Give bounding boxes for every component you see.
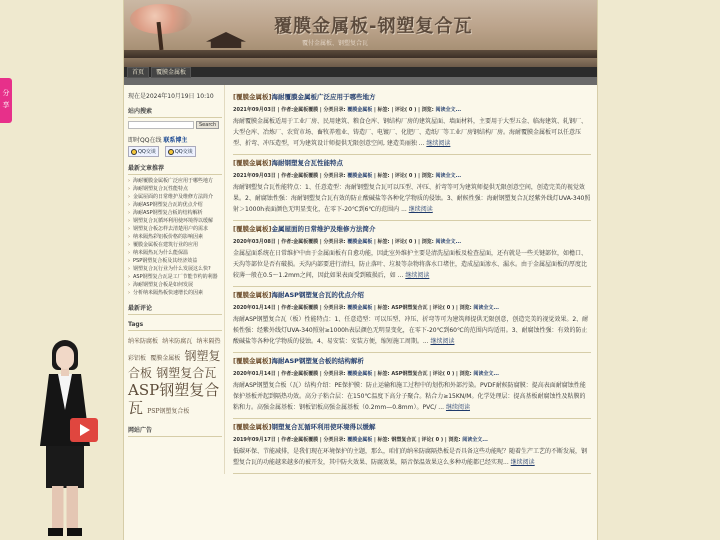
tag-link[interactable]: PSP钢塑复合板 [147,408,190,415]
recent-post-link[interactable]: › 海耐钢塑复合板是如何发展 [128,282,222,289]
post-title[interactable] [233,92,591,101]
post-author: 金属板覆膜 [293,437,319,443]
recent-posts-widget [128,163,222,297]
recent-post-link[interactable]: › 海耐覆膜金属板广泛应用于哪些地方 [128,178,222,185]
recent-posts-list [128,178,222,297]
recent-post-link[interactable]: › 海耐钢塑复合瓦性能特点 [128,186,222,193]
post-comments-count[interactable]: 0 [408,239,413,245]
post-author: 金属板覆膜 [293,305,319,311]
search-widget [128,106,222,129]
tag-link[interactable]: 纳米防腐瓦 [162,338,193,345]
post-date: 2020年01月14日 [233,305,276,311]
post-meta: 2021年09月03日 | 作者:金属板覆膜 | 分类目录: 覆膜金属板 | 标签: | 评论( 0 ) | 浏览: 阅读全文... [233,107,462,113]
post-read-all[interactable]: 阅读全文... [435,239,462,245]
post-author: 金属板覆膜 [293,239,319,245]
post-comments-count[interactable]: 0 [446,371,451,377]
post-tags[interactable]: 钢塑复合瓦 [391,437,417,443]
post-comments-count[interactable]: 0 [408,173,413,179]
post-category-link[interactable]: 覆膜金属板 [347,437,373,443]
tag-link[interactable]: ASP钢塑复合瓦 [128,381,220,417]
post-meta: 2019年09月17日 | 作者:金属板覆膜 | 分类目录: 覆膜金属板 | 标签: 钢塑复合瓦 | 评论( 0 ) | 浏览: 阅读全文... [233,437,488,443]
post-category-tag[interactable]: [覆膜金属板] [233,357,272,365]
post-comments-count[interactable]: 0 [408,107,413,113]
post-read-all[interactable]: 阅读全文... [462,437,488,443]
play-icon[interactable] [70,418,98,442]
post-category-tag[interactable]: [覆膜金属板] [233,423,272,431]
contact-blogger-link[interactable]: 联系博主 [163,137,188,144]
tags-widget [128,321,222,419]
recent-post-link[interactable]: › 纳米隔热瓦为什么能保温 [128,250,222,257]
post-title[interactable] [233,224,591,233]
video-presenter[interactable] [26,340,106,540]
post-excerpt-text: 海耐覆膜金属板适用于工业厂房、民用建筑、粮食仓库、钢结构厂房的建筑屋面、墙面材料，主要用于大型五金、临海建筑、轧钢厂、大型仓库、冶炼厂、农贸市场、畜牧养殖业、铸造厂、电镀厂、化肥厂、造纸厂等工业厂房钢结构厂房。海耐覆膜金属板可以任意压型、折弯、冲压造型，可为建筑设计师提供无限创意空间, 建造美丽独 ... [233,118,588,147]
post-title-text[interactable]: 钢塑复合瓦循环利用使环境得以缓解 [271,423,376,431]
post-excerpt-text: 海耐ASP钢塑复合板（瓦）结构介绍：PE保护膜：防止运输和施工过程中的划伤和外部污染。PVDF耐候防腐膜：提高表面耐腐蚀性能保护基板并起到隔热功效。高分子粘合层：在150℃温度下高分子聚合。粘合力≥15KN/M。化学处理层：提高基板耐腐蚀性及粘膜的粘和力。高强金属基板：钢板铝板高强金属基板（0.2mm—0.8mm）。PVC/ ... [233,382,586,411]
post-title-text[interactable]: 海耐ASP钢塑复合瓦的优点介绍 [271,291,364,299]
post-title[interactable] [233,356,591,365]
post-category-link[interactable]: 覆膜金属板 [347,371,373,377]
tag-link[interactable]: 钢塑复合瓦 [156,366,217,380]
recent-post-link[interactable]: › 海耐ASP钢塑复合瓦的优点介绍 [128,202,222,209]
post-tags[interactable]: ASP钢塑复合瓦 [391,305,428,311]
post-item [233,89,591,155]
recent-post-link[interactable]: › 金属屋面的日常维护及维修方法简介 [128,194,222,201]
nav-home[interactable]: 首页 [127,67,149,78]
recent-post-link[interactable]: › 覆膜金属板在建筑行业的应用 [128,242,222,249]
post-category-tag[interactable]: [覆膜金属板] [233,225,272,233]
post-title-text[interactable]: 海耐ASP钢塑复合板的结构解析 [271,357,364,365]
recent-posts-title: 最新文章推荐 [128,163,222,175]
qq-chat-label: QQ交谈 [174,149,193,155]
content-columns [124,85,597,474]
page-wrapper [123,0,598,540]
post-date: 2021年09月03日 [233,107,276,113]
tag-link[interactable]: 纳米隔热彩铝板 [128,338,221,362]
post-category-link[interactable]: 覆膜金属板 [347,239,373,245]
top-navigation [124,67,597,77]
post-date: 2020年03月08日 [233,239,276,245]
read-more-link[interactable]: 继续阅读 [408,206,433,213]
nav-coated-metal[interactable]: 覆膜金属板 [151,67,191,78]
post-category-tag[interactable]: [覆膜金属板] [233,159,272,167]
site-header [124,0,597,67]
post-date: 2020年01月14日 [233,371,276,377]
recent-post-link[interactable]: › 纳米隔热彩铝板价格的影响因素 [128,234,222,241]
post-item [233,419,591,474]
tag-cloud [128,334,222,419]
recent-post-link[interactable]: › ASP钢塑复合瓦是工厂节能节约的利器 [128,274,222,281]
site-subtitle: 覆付金属板、钢塑复合瓦 [302,40,369,47]
post-date: 2019年09月17日 [233,437,276,443]
post-read-all[interactable]: 阅读全文... [473,371,500,377]
post-excerpt [233,248,591,281]
qq-penguin-icon [168,149,174,155]
post-author: 金属板覆膜 [293,107,319,113]
qq-chat-button-2[interactable] [165,146,196,157]
current-time: 现在是2024年10月19日 10:10 [128,93,214,100]
ads-widget-title: 网站广告 [128,425,222,437]
read-more-link[interactable]: 继续阅读 [445,404,470,411]
read-more-link[interactable]: 继续阅读 [510,459,535,466]
qq-widget [128,135,222,157]
post-excerpt-text: 低碳环保、节能减排，是我们现在环境保护的主题，那么，咱们的纳米防腐隔热板是否具备这些功能呢？随着生产工艺的不断发展，钢塑复合瓦的功能越来越多的被开发，其中防火效果、防腐效果，隔音保温效果这么多种功能都已经实现... [233,448,588,466]
hut-illustration [206,32,246,48]
qq-chat-label: QQ交谈 [138,149,156,155]
qq-penguin-icon [131,149,137,155]
post-item [233,287,591,353]
post-read-all[interactable]: 阅读全文... [435,173,462,179]
post-meta: 2020年03月08日 | 作者:金属板覆膜 | 分类目录: 覆膜金属板 | 标签: | 评论( 0 ) | 浏览: 阅读全文... [233,239,462,245]
tag-link[interactable]: 纳米防腐板 [128,338,159,345]
post-category-link[interactable]: 覆膜金属板 [347,107,373,113]
recent-post-link[interactable]: › 钢塑复合瓦行业为什么发展这么快? [128,266,222,273]
post-excerpt [233,314,591,347]
presenter-face [56,346,74,369]
post-category-link[interactable]: 覆膜金属板 [347,305,373,311]
post-comments-count[interactable]: 0 [435,437,440,443]
post-excerpt-text: 海耐ASP钢塑复合瓦（板）性能特点：1、任意造型：可以压型、冲压、折弯等可为建筑师提供无限创意，创造完美的视觉效果。2、耐候性强：经紫外线灯UVA-340照射≥1000h表层颜色无明显变化，在零下-20℃到60℃的范围内均适用。3、耐腐蚀性强：有效的防止酸碱盐等各种化学物质的侵蚀。4、易安装：安装方便，缩短施工周期。... [233,316,589,345]
post-comments-count[interactable]: 0 [446,305,451,311]
tag-link[interactable]: 覆膜金属板 [150,355,181,362]
post-excerpt-text: 海耐钢塑复合瓦性能特点：1、任意造型：海耐钢塑复合瓦可以压型、冲压、折弯等可为建筑师提供无限创意空间，创造完美的视觉效果。2、耐腐蚀性强：海耐钢塑复合瓦有效的防止酸碱盐等各种化学物质的侵蚀。3、耐候性强：海耐钢塑复合瓦经紫外线灯UVA-340照射＞1000h表面颜色无明显变化，在零下-20℃到6℃的范围内 ... [233,184,591,213]
post-meta: 2020年01月14日 | 作者:金属板覆膜 | 分类目录: 覆膜金属板 | 标签: ASP钢塑复合瓦 | 评论( 0 ) | 浏览: 阅读全文... [233,305,500,311]
comments-widget-title: 最新评论 [128,303,222,315]
post-excerpt [233,116,591,149]
post-read-all[interactable]: 阅读全文... [435,107,462,113]
post-tags[interactable]: ASP钢塑复合瓦 [391,371,428,377]
post-read-all[interactable]: 阅读全文... [473,305,500,311]
post-category-tag[interactable]: [覆膜金属板] [233,93,272,101]
comments-widget [128,303,222,315]
post-excerpt [233,446,591,468]
tag-link[interactable]: 钢塑复合板 [128,349,221,380]
post-date: 2021年09月03日 [233,173,276,179]
post-title[interactable] [233,158,591,167]
post-title-text[interactable]: 海耐钢塑复合瓦性能特点 [271,159,343,167]
recent-post-link[interactable]: › 钢塑复合板怎样去清楚用户的需求 [128,226,222,233]
post-excerpt-text: 金属屋面系统在日常维护中由于金属面板有自愈功能，因此室外维护主要是清洗屋面板及检查屋面，还有就是一些关键部位，如檐口、天沟等部位是否有破损。天沟内部要进行清扫，防止落叶、垃圾等杂物将落水口堵住，造成屋面渗水、漏水。由于金属屋面板的厚度比较薄一般在0.5～1.2mm之间，因此如果表面受到破损后，如 ... [233,250,588,279]
recent-post-link[interactable]: › 海耐ASP钢塑复合板的结构解析 [128,210,222,217]
post-title-text[interactable]: 海耐覆膜金属板广泛应用于哪些地方 [271,93,376,101]
post-meta: 2021年09月03日 | 作者:金属板覆膜 | 分类目录: 覆膜金属板 | 标签: | 评论( 0 ) | 浏览: 阅读全文... [233,173,462,179]
search-input[interactable] [128,121,194,129]
post-item [233,155,591,221]
recent-post-link[interactable]: › 分析纳米隔热板快速增长的因素 [128,290,222,297]
post-category-link[interactable]: 覆膜金属板 [347,173,373,179]
post-title[interactable] [233,290,591,299]
qq-label: 即时QQ在线 [128,137,162,144]
recent-post-link[interactable]: › PSP钢塑复合板及其经济效益 [128,258,222,265]
blossom-tree-illustration [130,4,192,50]
sidebar [124,85,225,474]
post-list [225,85,597,474]
ground-illustration [124,50,597,58]
post-excerpt [233,182,591,215]
search-widget-title: 站内搜索 [128,106,222,118]
share-tab[interactable]: 分享 [0,78,12,123]
nav-subbar [124,77,597,85]
search-button[interactable]: Search [196,121,219,129]
read-more-link[interactable]: 继续阅读 [426,140,451,147]
qq-chat-button-1[interactable] [128,146,159,157]
post-item [233,353,591,419]
post-title-text[interactable]: 金属屋面的日常维护及维修方法简介 [271,225,376,233]
recent-post-link[interactable]: › 钢塑复合瓦循环利用使环境得以缓解 [128,218,222,225]
post-item [233,221,591,287]
post-author: 金属板覆膜 [293,173,319,179]
post-meta: 2020年01月14日 | 作者:金属板覆膜 | 分类目录: 覆膜金属板 | 标签: ASP钢塑复合瓦 | 评论( 0 ) | 浏览: 阅读全文... [233,371,500,377]
site-title[interactable]: 覆膜金属板-钢塑复合瓦 [274,16,473,37]
read-more-link[interactable]: 继续阅读 [430,338,455,345]
post-excerpt [233,380,591,413]
read-more-link[interactable]: 继续阅读 [405,272,430,279]
post-category-tag[interactable]: [覆膜金属板] [233,291,272,299]
post-title[interactable] [233,422,591,431]
ads-widget [128,425,222,437]
post-author: 金属板覆膜 [293,371,319,377]
tags-widget-title: Tags [128,321,222,331]
